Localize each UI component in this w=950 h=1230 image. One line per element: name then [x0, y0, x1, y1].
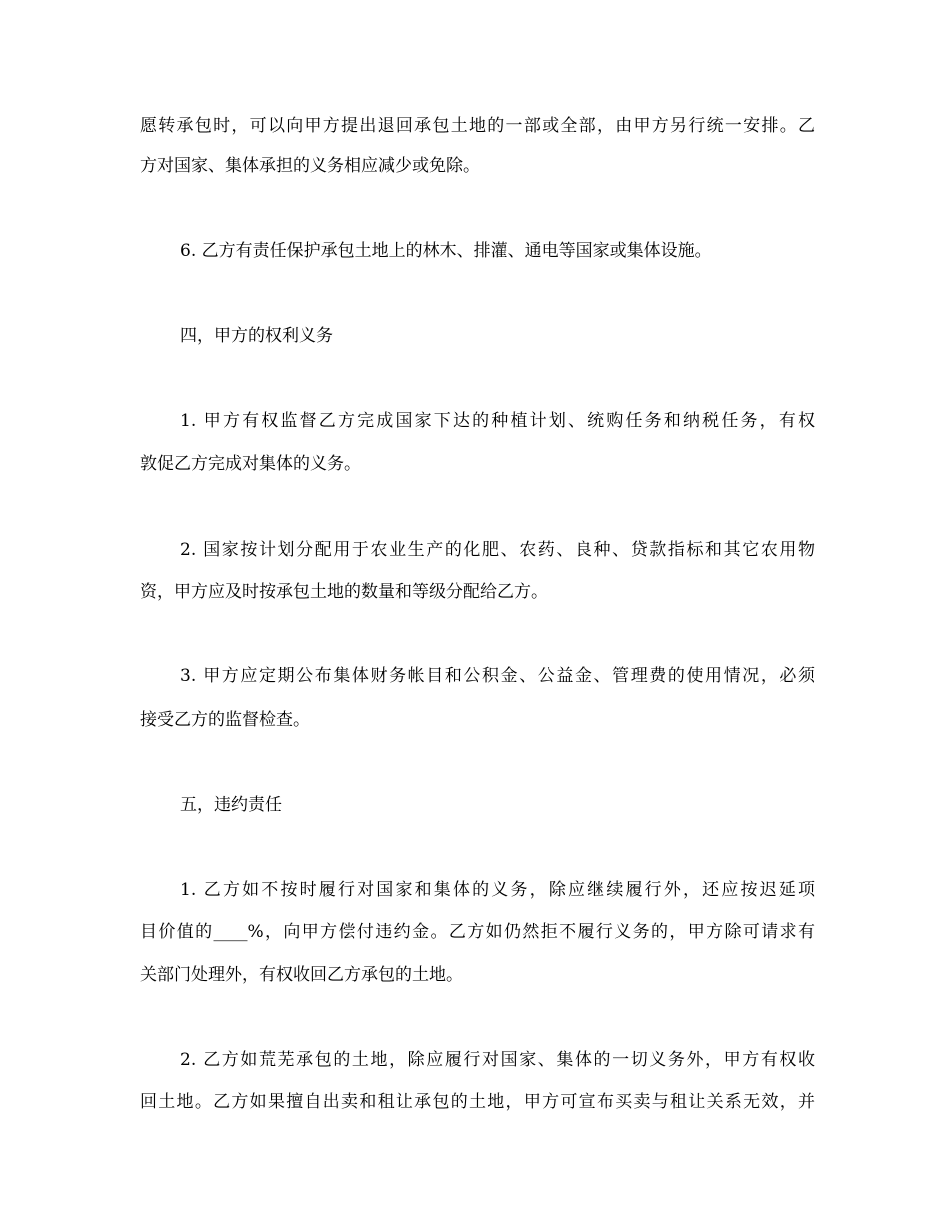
paragraph-line: 方对国家、集体承担的义务相应减少或免除。 — [140, 156, 480, 176]
paragraph-line: 资，甲方应及时按承包土地的数量和等级分配给乙方。 — [140, 582, 548, 602]
paragraph-line: 2. 国家按计划分配用于农业生产的化肥、农药、良种、贷款指标和其它农用物 — [180, 540, 815, 560]
paragraph-line: 2. 乙方如荒芜承包的土地，除应履行对国家、集体的一切义务外，甲方有权收 — [180, 1050, 815, 1070]
paragraph-line: 愿转承包时，可以向甲方提出退回承包土地的一部或全部，由甲方另行统一安排。乙 — [140, 116, 815, 136]
section-heading: 五，违约责任 — [180, 795, 282, 815]
paragraph-line: 6. 乙方有责任保护承包土地上的林木、排灌、通电等国家或集体设施。 — [180, 241, 712, 261]
paragraph-line: 1. 乙方如不按时履行对国家和集体的义务，除应继续履行外，还应按迟延项 — [180, 880, 815, 900]
paragraph-line: 关部门处理外，有权收回乙方承包的土地。 — [140, 965, 463, 985]
paragraph-line: 1. 甲方有权监督乙方完成国家下达的种植计划、统购任务和纳税任务，有权 — [180, 411, 815, 431]
section-heading: 四，甲方的权利义务 — [180, 326, 333, 346]
paragraph-line: 接受乙方的监督检查。 — [140, 710, 310, 730]
paragraph-line: 3. 甲方应定期公布集体财务帐目和公积金、公益金、管理费的使用情况，必须 — [180, 666, 815, 686]
paragraph-line: 回土地。乙方如果擅自出卖和租让承包的土地，甲方可宣布买卖与租让关系无效，并 — [140, 1092, 815, 1112]
paragraph-line: 目价值的____%，向甲方偿付违约金。乙方如仍然拒不履行义务的，甲方除可请求有 — [140, 922, 815, 942]
paragraph-line: 敦促乙方完成对集体的义务。 — [140, 454, 361, 474]
